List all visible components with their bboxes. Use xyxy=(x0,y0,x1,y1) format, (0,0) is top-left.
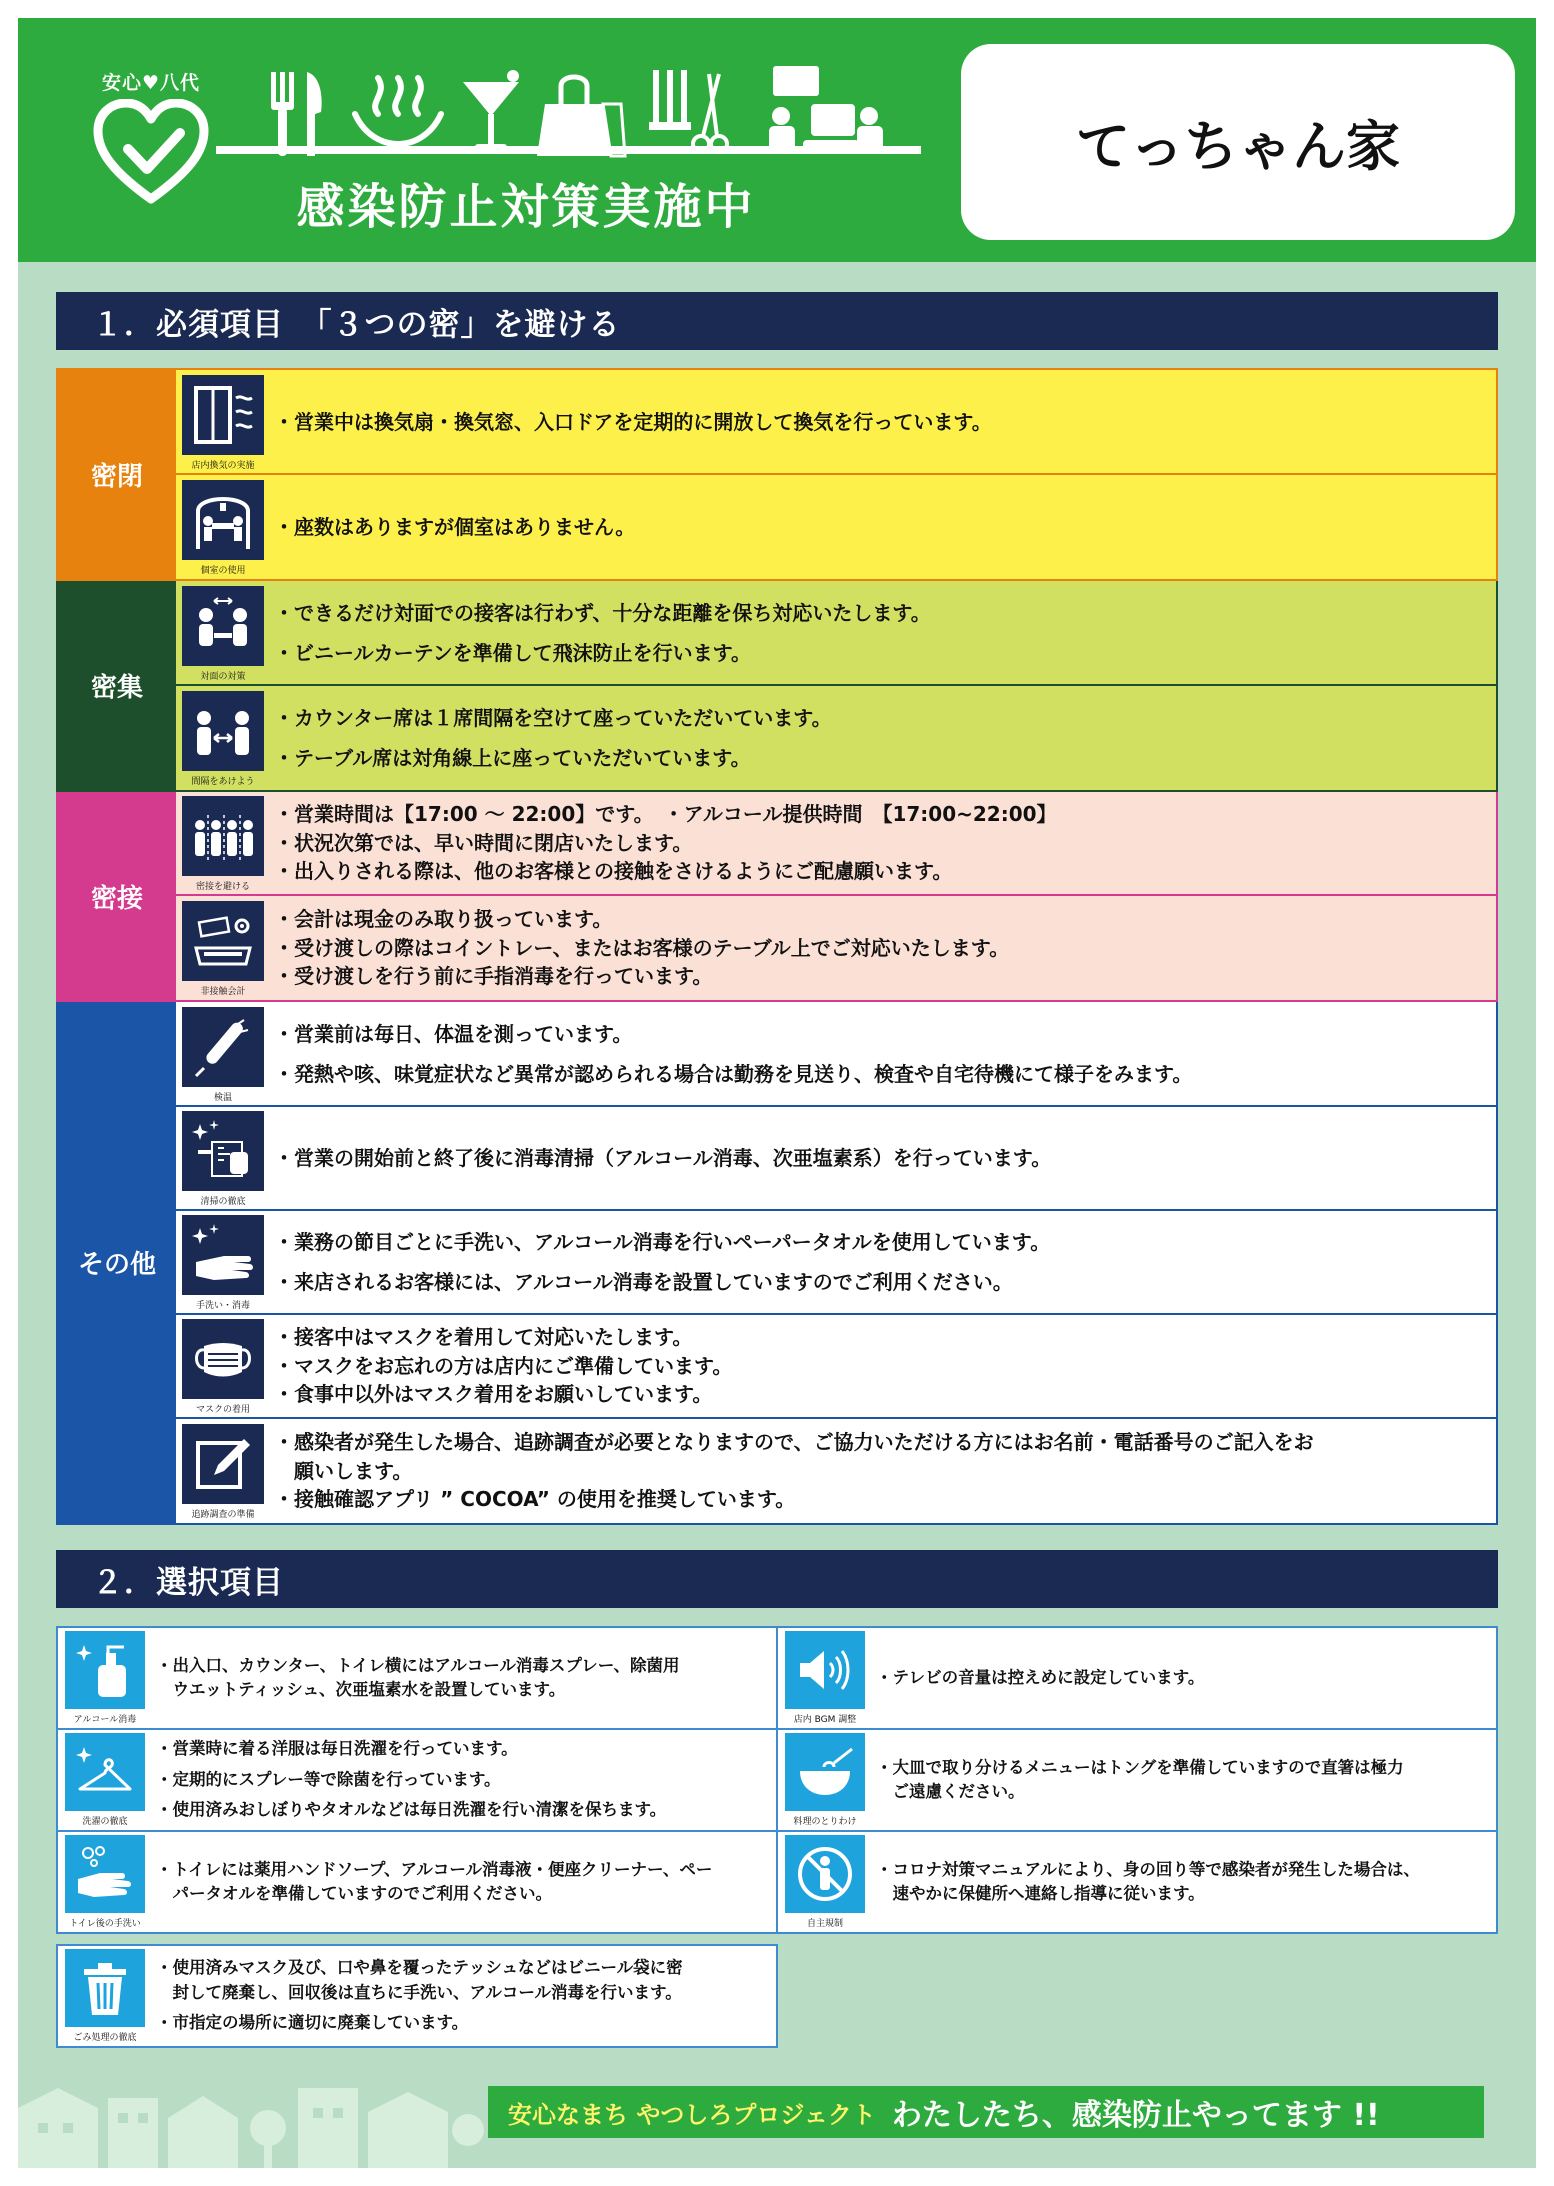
section1-title: １．必須項目 「３つの密」を避ける xyxy=(56,292,1498,350)
item-line: ・来店されるお客様には、アルコール消毒を設置していますのでご利用ください。 xyxy=(274,1270,1013,1294)
icon-caption: 個室の使用 xyxy=(200,566,246,576)
icon-caption: 洗濯の徹底 xyxy=(82,1817,128,1827)
option-item xyxy=(776,1626,1498,1730)
face-to-face-icon xyxy=(182,586,264,666)
item-line: ・食事中以外はマスク着用をお願いしています。 xyxy=(274,1382,713,1407)
option-item xyxy=(56,1944,778,2048)
contactless-payment-icon xyxy=(182,901,264,981)
category-label: 密接 xyxy=(58,792,176,1000)
item-row xyxy=(176,686,1496,790)
item-line: ・接触確認アプリ ” COCOA” の使用を推奨しています。 xyxy=(274,1487,796,1512)
icon-caption: 店内 BGM 調整 xyxy=(793,1715,857,1725)
hand-wash-icon xyxy=(182,1215,264,1295)
hanger-icon xyxy=(65,1733,145,1811)
item-line: ご遠慮ください。 xyxy=(876,1782,1025,1801)
slogan-main: わたしたち、感染防止やってます !! xyxy=(891,2098,1380,2133)
cocktail-icon xyxy=(463,70,519,151)
shopping-bag-icon xyxy=(537,77,625,156)
item-line: ・できるだけ対面での接客は行わず、十分な距離を保ち対応いたします。 xyxy=(274,600,931,625)
item-line: ・営業前は毎日、体温を測っています。 xyxy=(274,1021,633,1046)
header-title: 感染防止対策実施中 xyxy=(296,179,756,235)
item-row xyxy=(176,1107,1496,1211)
item-line: ・使用済みマスク及び、口や鼻を覆ったテッシュなどはビニール袋に密 xyxy=(156,1958,683,1978)
item-line: ・会計は現金のみ取り扱っています。 xyxy=(274,907,613,932)
icon-caption: 料理のとりわけ xyxy=(793,1817,857,1827)
item-line: 封して廃棄し、回収後は直ちに手洗い、アルコール消毒を行います。 xyxy=(156,1982,682,2002)
item-line: 願いします。 xyxy=(274,1458,413,1483)
item-line: パータオルを準備していますのでご利用ください。 xyxy=(156,1884,552,1903)
item-line: ・営業中は換気扇・換気窓、入口ドアを定期的に開放して換気を行っています。 xyxy=(274,409,992,434)
item-line: ・テーブル席は対角線上に座っていただいています。 xyxy=(274,746,751,770)
option-item xyxy=(56,1830,778,1934)
item-line: ・定期的にスプレー等で除菌を行っています。 xyxy=(156,1769,501,1789)
category-label: 密閉 xyxy=(58,370,176,579)
thermometer-icon xyxy=(182,1007,264,1087)
mask-icon xyxy=(182,1319,264,1399)
item-row xyxy=(176,1002,1496,1107)
no-entry-person-icon xyxy=(785,1835,865,1913)
shop-name-box xyxy=(961,44,1515,240)
item-line: ・市指定の場所に適切に廃棄しています。 xyxy=(156,2013,469,2033)
distance-icon xyxy=(182,691,264,771)
item-row xyxy=(176,1315,1496,1419)
item-line: ・発熱や咳、味覚症状など異常が認められる場合は勤務を見送り、検査や自宅待機にて様子をみます。 xyxy=(274,1061,1193,1086)
item-line: ・営業時に着る洋服は毎日洗濯を行っています。 xyxy=(156,1739,518,1759)
heart-check-icon xyxy=(92,99,210,207)
icon-caption: 検温 xyxy=(213,1092,232,1103)
item-row xyxy=(176,1211,1496,1315)
group-missetsu xyxy=(56,792,1498,1002)
item-row xyxy=(176,792,1496,896)
avoid-crowd-icon xyxy=(182,796,264,876)
notebook-pen-icon xyxy=(182,1424,264,1504)
group-mippei xyxy=(56,368,1498,581)
icon-caption: 対面の対策 xyxy=(200,671,246,682)
icon-caption: マスクの着用 xyxy=(195,1405,250,1415)
sanitizer-bottle-icon xyxy=(65,1631,145,1709)
trash-can-icon xyxy=(65,1949,145,2027)
item-line: ・大皿で取り分けるメニューはトングを準備していますので直箸は極力 xyxy=(876,1757,1404,1777)
icon-caption: 間隔をあけよう xyxy=(191,777,255,787)
item-row xyxy=(176,896,1496,1000)
item-line: ・営業時間は【17:00 ～ 22:00】です。 ・アルコール提供時間 【17:00~22:00】 xyxy=(274,802,1057,827)
icon-caption: 自主規制 xyxy=(806,1919,843,1929)
option-item xyxy=(56,1626,778,1730)
item-line: ・マスクをお忘れの方は店内にご準備しています。 xyxy=(274,1353,733,1378)
item-row xyxy=(176,1419,1496,1523)
ventilation-icon xyxy=(182,375,264,455)
item-line: ・接客中はマスクを着用して対応いたします。 xyxy=(274,1325,693,1350)
item-line: ・カウンター席は１席間隔を空けて座っていただいています。 xyxy=(274,706,832,730)
slogan-project: 安心なまち やつしろプロジェクト xyxy=(508,2100,876,2129)
fork-knife-icon xyxy=(271,72,322,156)
item-line: ・ビニールカーテンを準備して飛沫防止を行います。 xyxy=(274,640,751,665)
item-line: ・感染者が発生した場合、追跡調査が必要となりますので、ご協力いただける方にはお名前・電話番号のご記入をお xyxy=(274,1430,1314,1455)
shop-name: てっちゃん家 xyxy=(1076,114,1400,178)
icon-caption: 店内換気の実施 xyxy=(191,460,255,471)
icon-caption: 清掃の徹底 xyxy=(200,1197,246,1207)
item-line: ・出入口、カウンター、トイレ横にはアルコール消毒スプレー、除菌用 xyxy=(156,1655,680,1675)
group-other xyxy=(56,1002,1498,1525)
group-misshu xyxy=(56,581,1498,792)
brand-name: 安心♥八代 xyxy=(101,72,201,94)
slogan-banner xyxy=(488,2086,1484,2138)
section2-title: ２．選択項目 xyxy=(56,1550,1498,1608)
private-room-icon xyxy=(182,480,264,560)
category-label: 密集 xyxy=(58,581,176,790)
item-line: ・使用済みおしぼりやタオルなどは毎日洗濯を行い清潔を保ちます。 xyxy=(156,1800,667,1820)
item-line: ・受け渡しの際はコイントレー、またはお客様のテーブル上でご対応いたします。 xyxy=(274,935,1010,960)
item-row xyxy=(176,475,1496,579)
icon-caption: 非接触会計 xyxy=(200,987,246,997)
category-label: その他 xyxy=(58,1002,176,1523)
item-line: ・座数はありますが個室はありません。 xyxy=(274,515,636,539)
item-line: ・業務の節目ごとに手洗い、アルコール消毒を行いペーパータオルを使用しています。 xyxy=(274,1230,1051,1254)
meeting-icon xyxy=(769,66,883,154)
item-line: 速やかに保健所へ連絡し指導に従います。 xyxy=(876,1884,1205,1903)
item-line: ・コロナ対策マニュアルにより、身の回り等で感染者が発生した場合は、 xyxy=(876,1859,1420,1879)
cleaning-icon xyxy=(182,1111,264,1191)
comb-scissors-icon xyxy=(649,70,727,152)
hot-spring-icon xyxy=(355,78,441,144)
speaker-icon xyxy=(785,1631,865,1709)
header-banner xyxy=(18,18,1536,262)
item-line: ・状況次第では、早い時間に閉店いたします。 xyxy=(274,830,693,855)
icon-caption: 密接を避ける xyxy=(195,882,250,892)
item-line: ・出入りされる際は、他のお客様との接触をさけるようにご配慮願います。 xyxy=(274,859,953,884)
icon-caption: アルコール消毒 xyxy=(73,1715,137,1725)
brand-logo xyxy=(76,68,226,218)
section1-table xyxy=(56,368,1498,1525)
item-line: ・受け渡しを行う前に手指消毒を行っています。 xyxy=(274,964,713,989)
option-item xyxy=(776,1728,1498,1832)
icon-caption: 手洗い・消毒 xyxy=(195,1301,250,1311)
item-line: ・営業の開始前と終了後に消毒清掃（アルコール消毒、次亜塩素系）を行っています。 xyxy=(274,1146,1052,1170)
item-row xyxy=(176,370,1496,475)
icon-caption: ごみ処理の徹底 xyxy=(73,2033,137,2043)
option-item xyxy=(776,1830,1498,1934)
item-line: ・トイレには薬用ハンドソープ、アルコール消毒液・便座クリーナー、ペー xyxy=(156,1859,713,1879)
header-rule xyxy=(216,146,921,154)
option-item xyxy=(56,1728,778,1832)
icon-caption: トイレ後の手洗い xyxy=(69,1919,141,1929)
bowl-ladle-icon xyxy=(785,1733,865,1811)
poster xyxy=(18,18,1536,2168)
item-line: ウエットティッシュ、次亜塩素水を設置しています。 xyxy=(156,1680,566,1699)
item-row xyxy=(176,581,1496,686)
soap-hands-icon xyxy=(65,1835,145,1913)
item-line: ・テレビの音量は控えめに設定しています。 xyxy=(876,1667,1205,1687)
icon-caption: 追跡調査の準備 xyxy=(191,1510,255,1520)
